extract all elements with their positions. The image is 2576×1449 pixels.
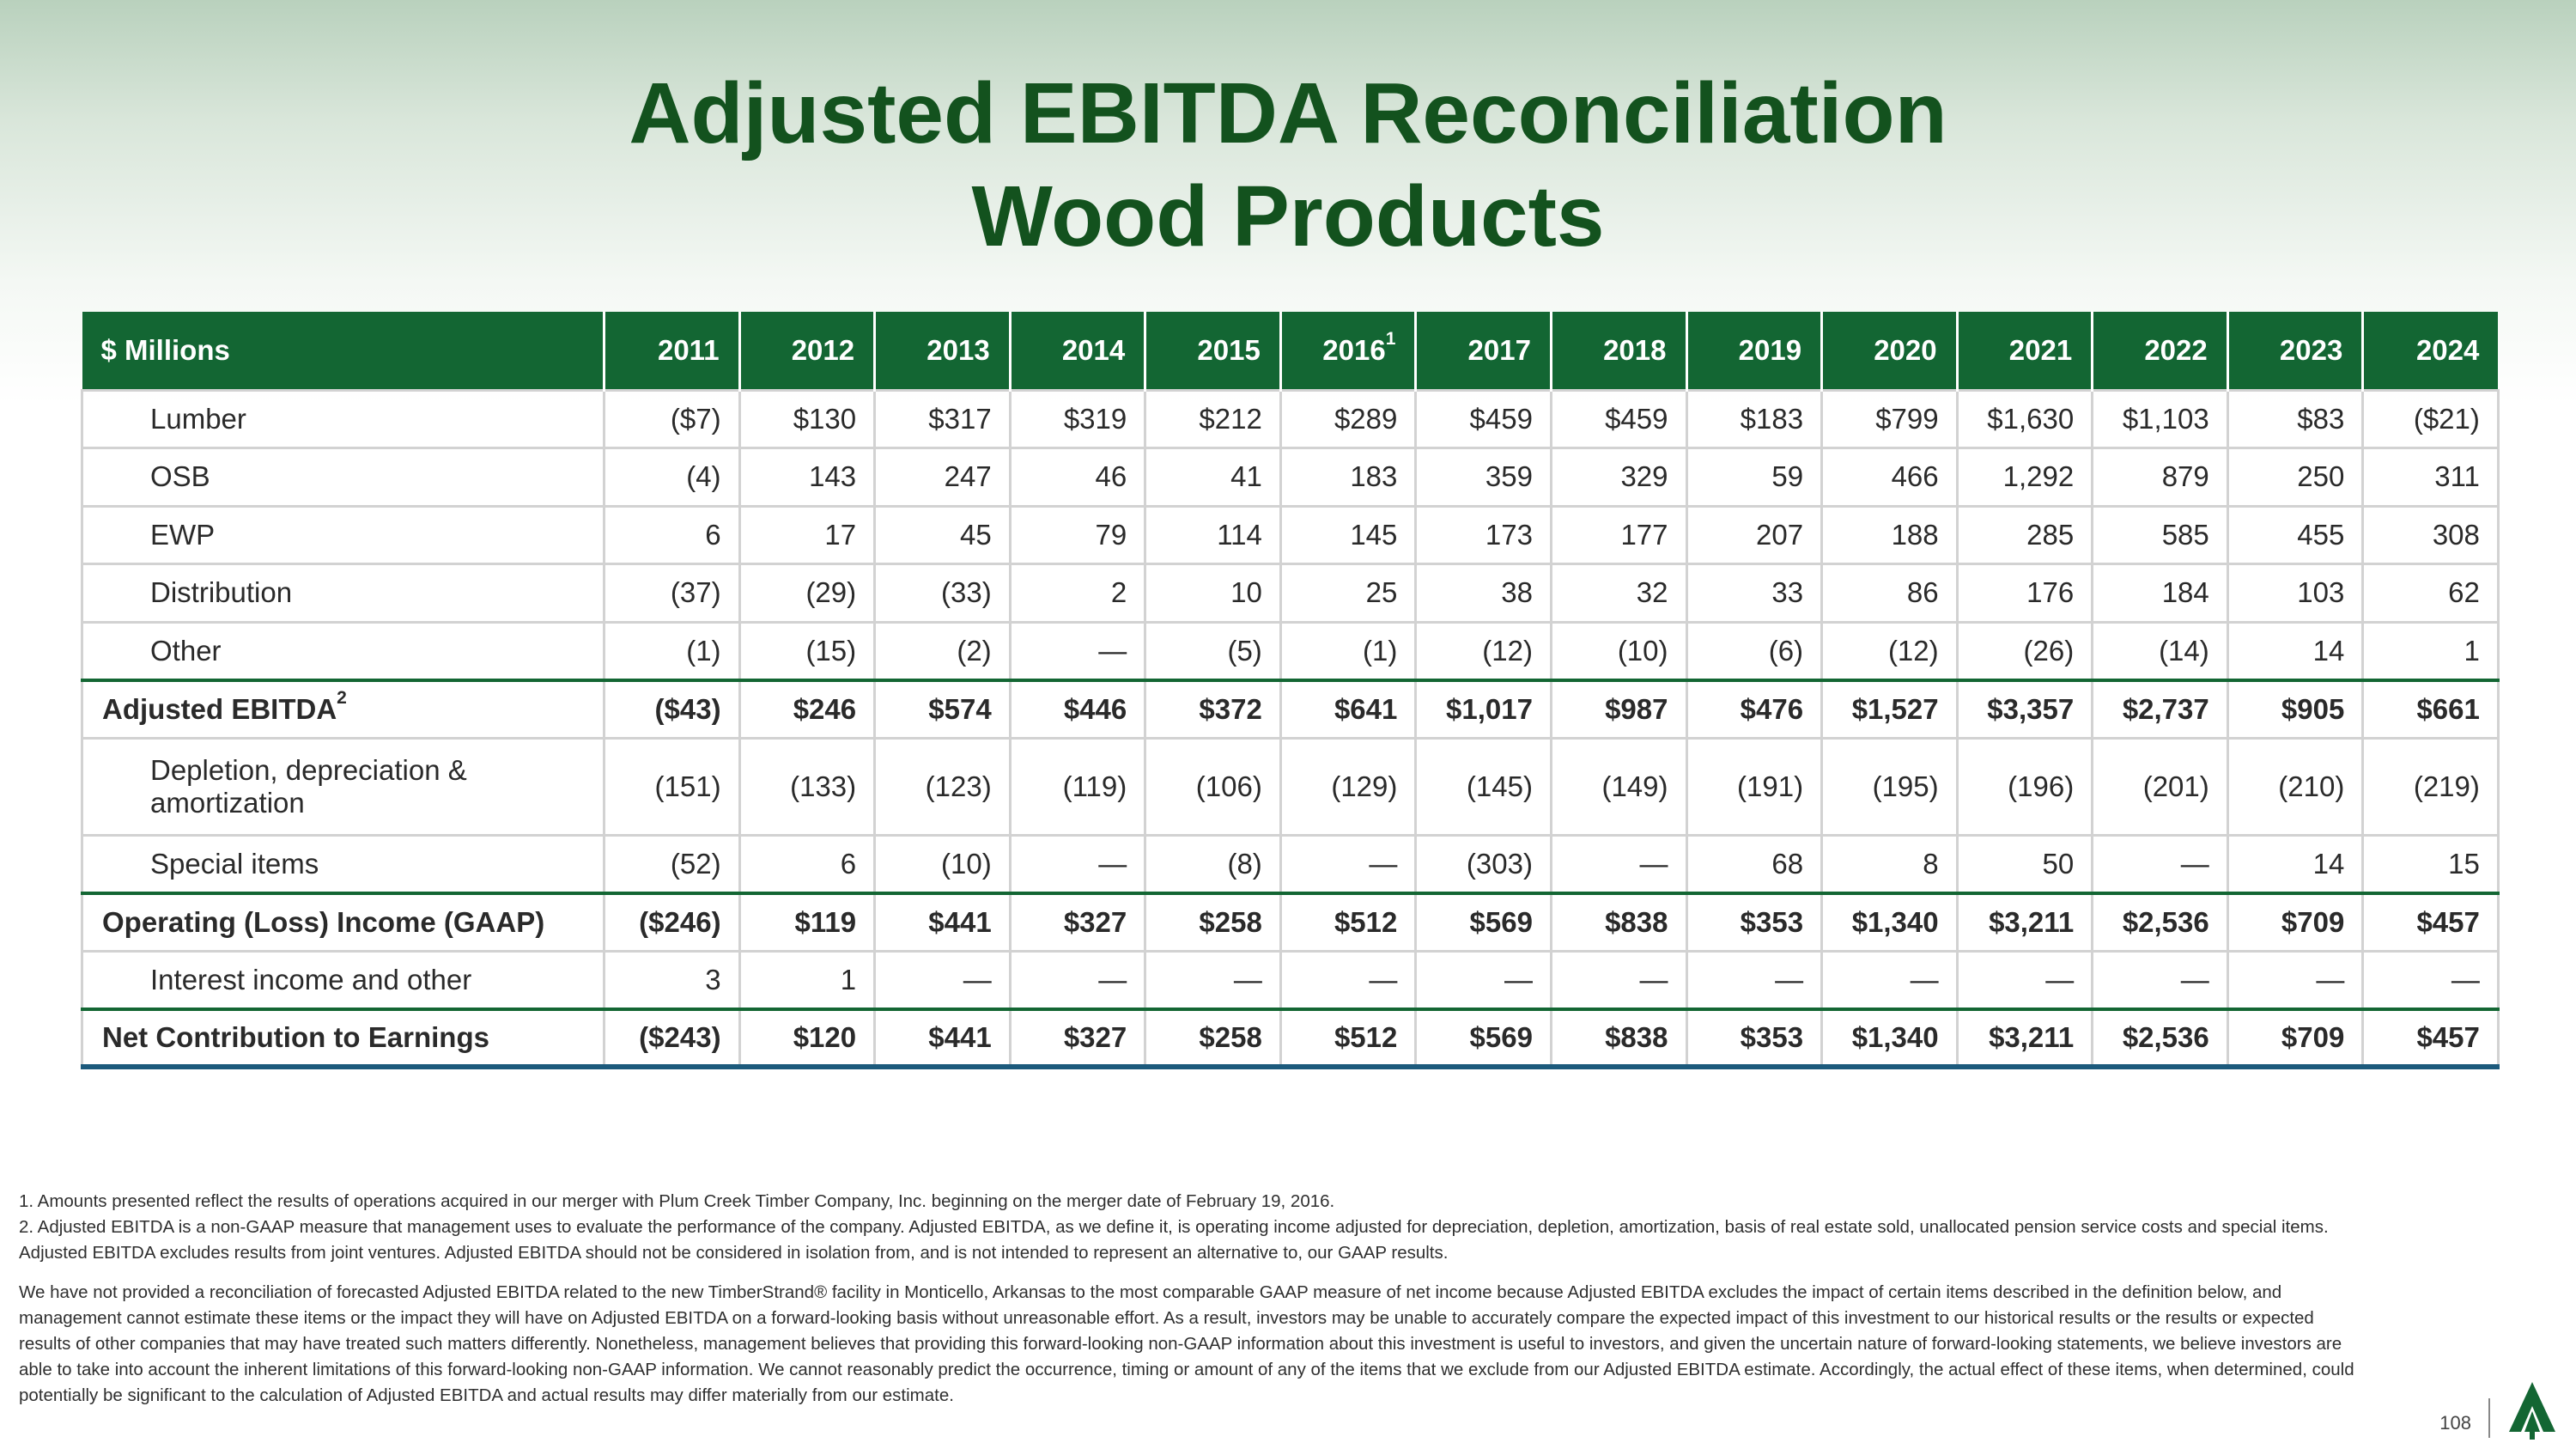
table-cell: $319: [1010, 390, 1145, 448]
table-cell: $569: [1416, 893, 1552, 952]
table-cell: $2,737: [2093, 680, 2228, 739]
header-year: 2020: [1822, 312, 1958, 390]
table-cell: 455: [2227, 506, 2363, 564]
table-cell: 311: [2363, 448, 2499, 507]
table-cell: $457: [2363, 893, 2499, 952]
table-cell: (5): [1145, 622, 1281, 680]
table-cell: $2,536: [2093, 893, 2228, 952]
table-cell: (1): [605, 622, 740, 680]
table-cell: (10): [875, 835, 1011, 893]
table-cell: 41: [1145, 448, 1281, 507]
table-cell: 183: [1280, 448, 1416, 507]
table-cell: $353: [1686, 1009, 1822, 1068]
table-cell: $512: [1280, 893, 1416, 952]
table-cell: (151): [605, 738, 740, 835]
table-row: [82, 738, 2499, 835]
table-cell: (133): [739, 738, 875, 835]
table-row: [82, 951, 2499, 1009]
table-cell: (149): [1551, 738, 1686, 835]
table-cell: —: [2363, 951, 2499, 1009]
table-cell: 79: [1010, 506, 1145, 564]
table-cell: 173: [1416, 506, 1552, 564]
header-year: 2017: [1416, 312, 1552, 390]
table-cell: $3,211: [1957, 893, 2093, 952]
table-cell: (14): [2093, 622, 2228, 680]
table-cell: $1,340: [1822, 893, 1958, 952]
table-cell: $258: [1145, 1009, 1281, 1068]
table-cell: 38: [1416, 564, 1552, 623]
table-cell: (210): [2227, 738, 2363, 835]
footnote-2: 2. Adjusted EBITDA is a non-GAAP measure that management uses to evaluate the performance of the company. Adjusted EBITDA, as we define it, is operating income adjusted for depreciation, depletion, amortization, basis of real estate sold, unallocated pension service costs and special items. Adjusted EBITDA excludes results from joint ventures. Adjusted EBITDA should not be considered in isolation from, and is not intended to represent an alternative to, our GAAP results.: [19, 1217, 2329, 1263]
table-cell: 585: [2093, 506, 2228, 564]
table-cell: $905: [2227, 680, 2363, 739]
table-cell: 207: [1686, 506, 1822, 564]
table-cell: $641: [1280, 680, 1416, 739]
header-millions: $ Millions: [82, 312, 605, 390]
table-cell: (303): [1416, 835, 1552, 893]
table-cell: 176: [1957, 564, 2093, 623]
table-cell: $1,630: [1957, 390, 2093, 448]
table-cell: 177: [1551, 506, 1686, 564]
header-year: 2021: [1957, 312, 2093, 390]
table-cell: (4): [605, 448, 740, 507]
page-title: [0, 62, 2576, 268]
table-cell: 879: [2093, 448, 2228, 507]
table-cell: ($243): [605, 1009, 740, 1068]
header-year: 2014: [1010, 312, 1145, 390]
page-number: 108: [2439, 1412, 2471, 1434]
table-cell: (123): [875, 738, 1011, 835]
table-cell: $459: [1416, 390, 1552, 448]
header-year: 2012: [739, 312, 875, 390]
row-label: Operating (Loss) Income (GAAP): [82, 893, 605, 952]
forward-looking-disclaimer: We have not provided a reconciliation of forecasted Adjusted EBITDA related to the new TimberStrand® facility in Monticello, Arkansas to the most comparable GAAP measure of net income because Adjusted EBITDA excludes the impact of certain items described in the definition below, and management cannot estimate these items or the impact they will have on Adjusted EBITDA on a forward-looking basis without unreasonable effort. As a result, investors may be unable to accurately compare the expected impact of this investment to our historical results or the results or expected results of other companies that may have treated such matters differently. Nonetheless, management believes that providing this forward-looking non-GAAP information about this investment is useful to investors, and given the uncertain nature of forward-looking statements, we believe investors are able to take into account the inherent limitations of this forward-looking non-GAAP information. We cannot reasonably predict the occurrence, timing or amount of any of the items that we exclude from our Adjusted EBITDA estimate. Accordingly, the actual effect of these items, when determined, could potentially be significant to the calculation of Adjusted EBITDA and actual results may differ materially from our estimate.: [19, 1282, 2354, 1405]
table-cell: 103: [2227, 564, 2363, 623]
table-cell: 14: [2227, 622, 2363, 680]
table-cell: (195): [1822, 738, 1958, 835]
table-cell: —: [2227, 951, 2363, 1009]
table-cell: 15: [2363, 835, 2499, 893]
table-cell: $441: [875, 1009, 1011, 1068]
table-cell: $83: [2227, 390, 2363, 448]
table-cell: 285: [1957, 506, 2093, 564]
table-cell: —: [1551, 835, 1686, 893]
table-cell: (2): [875, 622, 1011, 680]
footer-divider: [2488, 1398, 2490, 1438]
table-cell: 359: [1416, 448, 1552, 507]
table-cell: $987: [1551, 680, 1686, 739]
table-cell: (106): [1145, 738, 1281, 835]
table-cell: —: [1280, 951, 1416, 1009]
table-cell: 145: [1280, 506, 1416, 564]
table-cell: (201): [2093, 738, 2228, 835]
table-cell: (37): [605, 564, 740, 623]
row-label: Depletion, depreciation & amortization: [82, 738, 605, 835]
table-cell: 59: [1686, 448, 1822, 507]
header-year: 2011: [605, 312, 740, 390]
row-label: Adjusted EBITDA$^2$: [82, 680, 605, 739]
table-cell: —: [1551, 951, 1686, 1009]
row-label: Distribution: [82, 564, 605, 623]
table-cell: $327: [1010, 1009, 1145, 1068]
table-cell: (191): [1686, 738, 1822, 835]
table-cell: 250: [2227, 448, 2363, 507]
table-cell: 33: [1686, 564, 1822, 623]
table-cell: 17: [739, 506, 875, 564]
table-cell: 308: [2363, 506, 2499, 564]
table-cell: $317: [875, 390, 1011, 448]
table-cell: 6: [605, 506, 740, 564]
row-label: EWP: [82, 506, 605, 564]
table-cell: 188: [1822, 506, 1958, 564]
table-cell: $3,211: [1957, 1009, 2093, 1068]
table-cell: —: [1822, 951, 1958, 1009]
table-cell: (8): [1145, 835, 1281, 893]
table-cell: 6: [739, 835, 875, 893]
header-year: 2024: [2363, 312, 2499, 390]
table-cell: —: [1686, 951, 1822, 1009]
table-cell: 50: [1957, 835, 2093, 893]
table-cell: $709: [2227, 893, 2363, 952]
table-cell: $353: [1686, 893, 1822, 952]
table-row: [82, 1009, 2499, 1068]
table-cell: 3: [605, 951, 740, 1009]
table-cell: $457: [2363, 1009, 2499, 1068]
table-cell: —: [2093, 835, 2228, 893]
header-year: 2015: [1145, 312, 1281, 390]
row-label: Interest income and other: [82, 951, 605, 1009]
row-label: Net Contribution to Earnings: [82, 1009, 605, 1068]
table-cell: (129): [1280, 738, 1416, 835]
table-cell: (10): [1551, 622, 1686, 680]
table-row: [82, 564, 2499, 623]
header-year: 2013: [875, 312, 1011, 390]
table-row: [82, 893, 2499, 952]
table-cell: $3,357: [1957, 680, 2093, 739]
table-cell: $1,017: [1416, 680, 1552, 739]
table-cell: (219): [2363, 738, 2499, 835]
table-cell: 8: [1822, 835, 1958, 893]
table-cell: $661: [2363, 680, 2499, 739]
row-label: OSB: [82, 448, 605, 507]
table-cell: —: [875, 951, 1011, 1009]
table-cell: $1,340: [1822, 1009, 1958, 1068]
table-cell: $512: [1280, 1009, 1416, 1068]
table-cell: $119: [739, 893, 875, 952]
table-row: [82, 835, 2499, 893]
table-cell: —: [1416, 951, 1552, 1009]
table-cell: 14: [2227, 835, 2363, 893]
table-cell: 32: [1551, 564, 1686, 623]
table-cell: 68: [1686, 835, 1822, 893]
table-cell: 1: [2363, 622, 2499, 680]
table-cell: $2,536: [2093, 1009, 2228, 1068]
table-cell: (52): [605, 835, 740, 893]
table-cell: ($21): [2363, 390, 2499, 448]
header-year: 2016$^1$: [1280, 312, 1416, 390]
table-cell: (29): [739, 564, 875, 623]
ebitda-reconciliation-table: [81, 312, 2500, 1069]
table-cell: 62: [2363, 564, 2499, 623]
row-label: Special items: [82, 835, 605, 893]
footnote-1: 1. Amounts presented reflect the results of operations acquired in our merger with Plum Creek Timber Company, Inc. beginning on the merger date of February 19, 2016.: [19, 1191, 1335, 1211]
table-cell: $1,527: [1822, 680, 1958, 739]
table-cell: $327: [1010, 893, 1145, 952]
table-cell: (26): [1957, 622, 2093, 680]
table-cell: $446: [1010, 680, 1145, 739]
table-cell: 247: [875, 448, 1011, 507]
table-cell: 1,292: [1957, 448, 2093, 507]
header-year: 2018: [1551, 312, 1686, 390]
table-cell: 184: [2093, 564, 2228, 623]
title-line-2: Wood Products: [971, 168, 1605, 265]
table-cell: 2: [1010, 564, 1145, 623]
table-cell: $459: [1551, 390, 1686, 448]
table-cell: 466: [1822, 448, 1958, 507]
table-cell: —: [2093, 951, 2228, 1009]
table-cell: —: [1010, 951, 1145, 1009]
table-cell: (145): [1416, 738, 1552, 835]
header-year: 2022: [2093, 312, 2228, 390]
table-cell: (12): [1822, 622, 1958, 680]
table-cell: 46: [1010, 448, 1145, 507]
table-cell: (196): [1957, 738, 2093, 835]
table-cell: $212: [1145, 390, 1281, 448]
table-cell: ($7): [605, 390, 740, 448]
table-cell: $838: [1551, 1009, 1686, 1068]
table-cell: $441: [875, 893, 1011, 952]
table-row: [82, 448, 2499, 507]
table-cell: $258: [1145, 893, 1281, 952]
row-label: Other: [82, 622, 605, 680]
table-cell: (12): [1416, 622, 1552, 680]
table-cell: 329: [1551, 448, 1686, 507]
table-cell: $574: [875, 680, 1011, 739]
table-cell: $569: [1416, 1009, 1552, 1068]
table-cell: 10: [1145, 564, 1281, 623]
weyerhaeuser-tree-logo-icon: [2506, 1380, 2559, 1440]
table-cell: $246: [739, 680, 875, 739]
table-cell: —: [1010, 622, 1145, 680]
table-cell: $799: [1822, 390, 1958, 448]
table-row: [82, 622, 2499, 680]
table-row: [82, 680, 2499, 739]
table-cell: $372: [1145, 680, 1281, 739]
footnotes: [19, 1189, 2354, 1409]
table-cell: ($43): [605, 680, 740, 739]
header-year: 2019: [1686, 312, 1822, 390]
table-cell: $838: [1551, 893, 1686, 952]
table-cell: ($246): [605, 893, 740, 952]
table-cell: $183: [1686, 390, 1822, 448]
table-cell: $120: [739, 1009, 875, 1068]
table-header-row: [82, 312, 2499, 390]
table-cell: (6): [1686, 622, 1822, 680]
table-cell: 143: [739, 448, 875, 507]
table-cell: 1: [739, 951, 875, 1009]
table-cell: (119): [1010, 738, 1145, 835]
title-line-1: Adjusted EBITDA Reconciliation: [629, 65, 1947, 161]
table-cell: (1): [1280, 622, 1416, 680]
table-cell: $289: [1280, 390, 1416, 448]
header-year: 2023: [2227, 312, 2363, 390]
table-cell: —: [1957, 951, 2093, 1009]
table-cell: $476: [1686, 680, 1822, 739]
table-cell: —: [1145, 951, 1281, 1009]
table-cell: (33): [875, 564, 1011, 623]
table-cell: —: [1280, 835, 1416, 893]
table-cell: 45: [875, 506, 1011, 564]
table-cell: 25: [1280, 564, 1416, 623]
table-cell: $1,103: [2093, 390, 2228, 448]
table-cell: 114: [1145, 506, 1281, 564]
table-cell: (15): [739, 622, 875, 680]
row-label: Lumber: [82, 390, 605, 448]
table-cell: $130: [739, 390, 875, 448]
footnote-marker: 2: [337, 687, 347, 708]
table-cell: $709: [2227, 1009, 2363, 1068]
footnote-marker: 1: [1385, 328, 1396, 349]
table-row: [82, 390, 2499, 448]
table-row: [82, 506, 2499, 564]
table-cell: —: [1010, 835, 1145, 893]
table-cell: 86: [1822, 564, 1958, 623]
